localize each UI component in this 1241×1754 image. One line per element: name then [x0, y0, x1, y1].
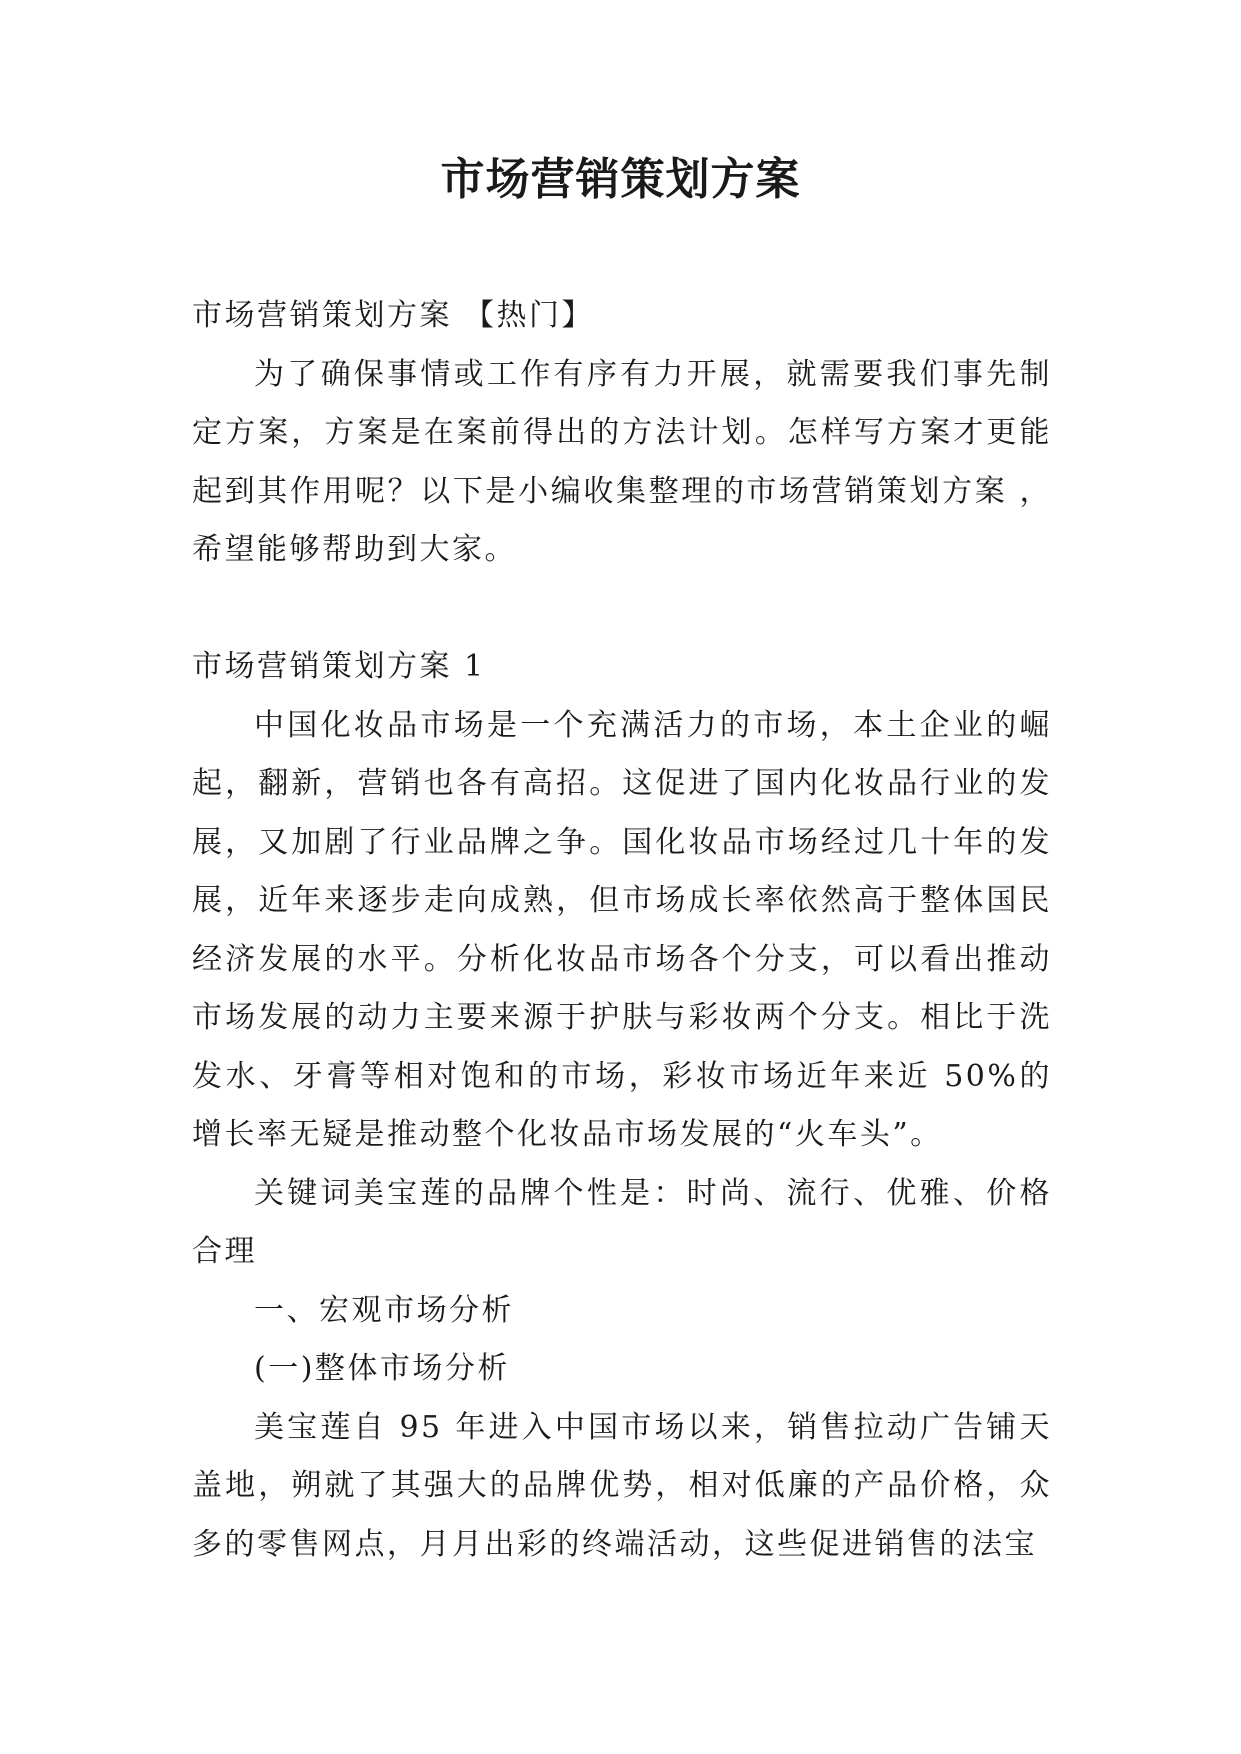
section-heading: 市场营销策划方案 1 [192, 649, 486, 684]
document-subtitle: 市场营销策划方案 【热门】 [192, 298, 595, 333]
body-paragraph: 中国化妆品市场是一个充满活力的市场，本土企业的崛起，翻新，营销也各有高招。这促进了国内化妆品行业的发展，又加剧了行业品牌之争。国化妆品市场经过几十年的发展，近年来逐步走向成熟，但市场成长率依然高于整体国民经济发展的水平。分析化妆品市场各个分支，可以看出推动市场发展的动力主要来源于护肤与彩妆两个分支。相比于洗发水、牙膏等相对饱和的市场，彩妆市场近年来近 50%的增长率无疑是推动整个化妆品市场发展的“火车头”。 [192, 707, 1052, 1152]
keyword-paragraph: 关键词美宝莲的品牌个性是：时尚、流行、优雅、价格合理 [192, 1175, 1052, 1269]
intro-paragraph: 为了确保事情或工作有序有力开展，就需要我们事先制定方案，方案是在案前得出的方法计划。怎样写方案才更能起到其作用呢？以下是小编收集整理的市场营销策划方案 ，希望能够帮助到大家。 [192, 356, 1052, 567]
document-title: 市场营销策划方案 [440, 154, 801, 205]
body-paragraph: 美宝莲自 95 年进入中国市场以来，销售拉动广告铺天盖地，朔就了其强大的品牌优势，相对低廉的产品价格，众多的零售网点，月月出彩的终端活动，这些促进销售的法宝 [192, 1409, 1052, 1562]
document-body [192, 287, 1052, 1574]
section-spacer [192, 580, 1052, 639]
outline-subheading-overall: (一)整体市场分析 [254, 1351, 510, 1386]
outline-heading-macro: 一、宏观市场分析 [254, 1292, 514, 1328]
